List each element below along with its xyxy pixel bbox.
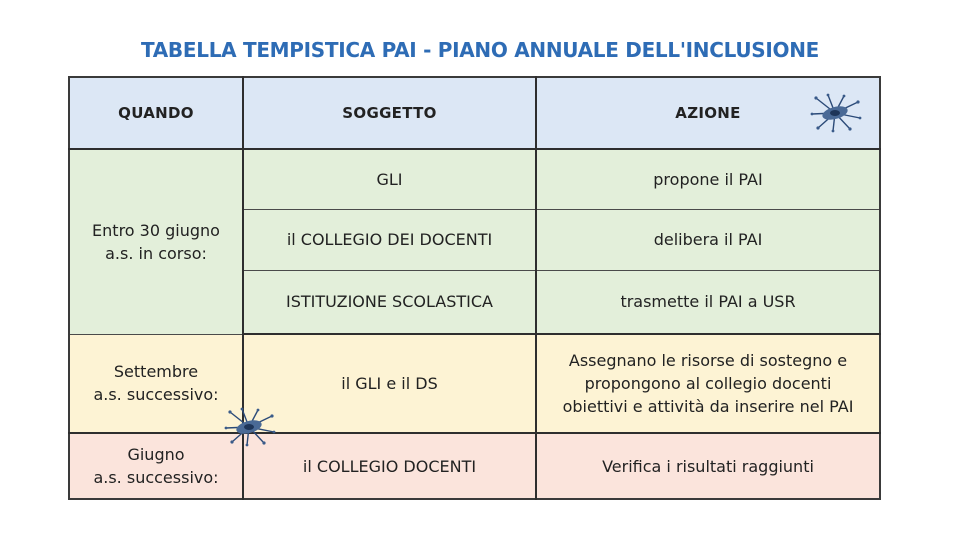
- header-soggetto: SOGGETTO: [243, 77, 536, 149]
- action-cell: trasmette il PAI a USR: [536, 270, 880, 334]
- subject-cell: ISTITUZIONE SCOLASTICA: [243, 270, 536, 334]
- when-cell-june-next: Giugno a.s. successivo:: [69, 433, 243, 499]
- subject-cell: il GLI e il DS: [243, 334, 536, 433]
- action-cell: Assegnano le risorse di sostegno e propongono al collegio docenti obiettivi e attività da inserire nel PAI: [536, 334, 880, 433]
- when-cell-september: Settembre a.s. successivo:: [69, 334, 243, 433]
- header-quando: QUANDO: [69, 77, 243, 149]
- page-title: TABELLA TEMPISTICA PAI - PIANO ANNUALE DELL'INCLUSIONE: [140, 38, 820, 62]
- table-row: [69, 334, 880, 433]
- pai-timeline-table: [68, 76, 881, 500]
- action-cell: delibera il PAI: [536, 209, 880, 270]
- subject-cell: il COLLEGIO DOCENTI: [243, 433, 536, 499]
- subject-cell: GLI: [243, 149, 536, 209]
- when-cell-june-current: Entro 30 giugno a.s. in corso:: [69, 149, 243, 334]
- table-row: [69, 433, 880, 499]
- table-row: [69, 149, 880, 209]
- action-cell: propone il PAI: [536, 149, 880, 209]
- header-azione: AZIONE: [536, 77, 880, 149]
- subject-cell: il COLLEGIO DEI DOCENTI: [243, 209, 536, 270]
- header-row: [69, 77, 880, 149]
- action-cell: Verifica i risultati raggiunti: [536, 433, 880, 499]
